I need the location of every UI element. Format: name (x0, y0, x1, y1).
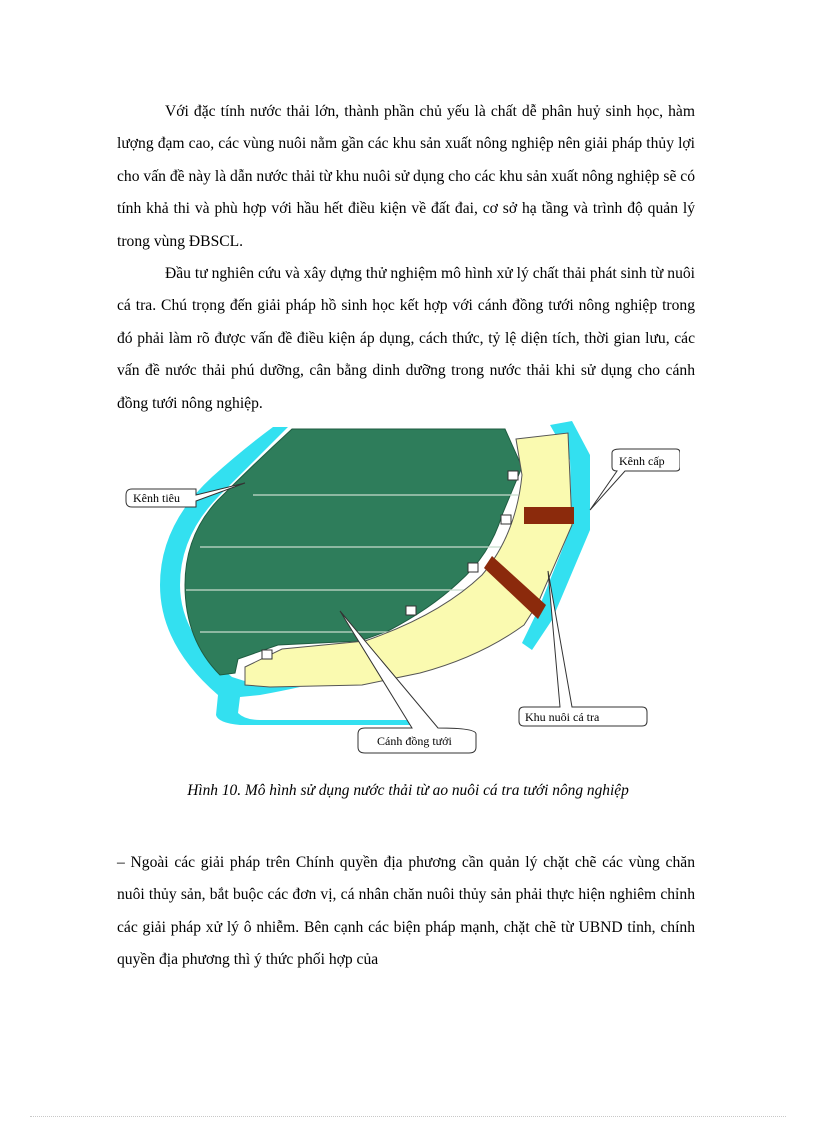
figure-wastewater-model (120, 415, 680, 765)
callout-kenh-cap (590, 449, 680, 510)
label-kenh-tieu: Kênh tiêu (133, 491, 180, 505)
label-kenh-cap: Kênh cấp (619, 454, 665, 468)
paragraph-3: – Ngoài các giải pháp trên Chính quyền địa phương cần quản lý chặt chẽ các vùng chăn nuôi thủy sản, bắt buộc các đơn vị, cá nhân chăn nuôi thủy sản phải thực hiện nghiêm chỉnh các giải pháp xử lý ô nhiễm. Bên cạnh các biện pháp mạnh, chặt chẽ từ UBND tỉnh, chính quyền địa phương thì ý thức phối hợp của (117, 854, 695, 969)
paragraph-1: Với đặc tính nước thải lớn, thành phần chủ yếu là chất dễ phân huỷ sinh học, hàm lượng đạm cao, các vùng nuôi nằm gần các khu sản xuất nông nghiệp nên giải pháp thủy lợi cho vấn đề này là dẫn nước thải từ khu nuôi sử dụng cho các khu sản xuất nông nghiệp sẽ có tính khả thi và phù hợp với hầu hết điều kiện về đất đai, cơ sở hạ tầng và trình độ quản lý trong vùng ĐBSCL. (117, 103, 695, 250)
diagram-svg (120, 415, 680, 765)
label-khu-nuoi: Khu nuôi cá tra (525, 710, 600, 724)
paragraph-2: Đầu tư nghiên cứu và xây dựng thử nghiệm mô hình xử lý chất thải phát sinh từ nuôi cá tra. Chú trọng đến giải pháp hồ sinh học kết hợp với cánh đồng tưới nông nghiệp trong đó phải làm rõ được vấn đề điều kiện áp dụng, cách thức, tỷ lệ diện tích, thời gian lưu, các vấn đề nước thải phú dưỡng, cân bằng dinh dưỡng trong nước thải khi sử dụng cho cánh đồng tưới nông nghiệp. (117, 265, 695, 412)
label-canh-dong: Cánh đồng tưới (377, 734, 452, 748)
figure-caption: Hình 10. Mô hình sử dụng nước thải từ ao nuôi cá tra tưới nông nghiệp (187, 782, 629, 799)
page-bottom-divider (30, 1116, 786, 1117)
gate-upper (524, 507, 574, 524)
